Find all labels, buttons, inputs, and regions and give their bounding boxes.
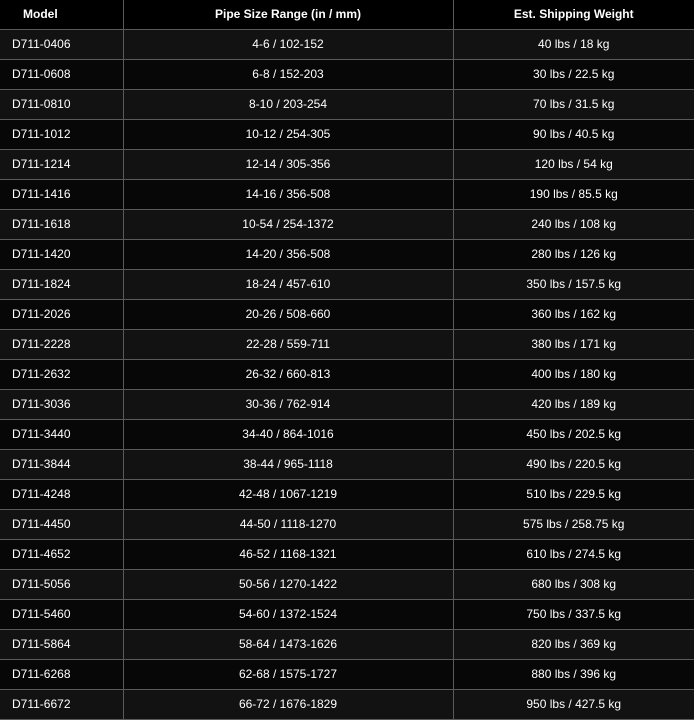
model-cell: D711-4652 — [0, 539, 123, 569]
shipping-weight-cell: 400 lbs / 180 kg — [453, 359, 694, 389]
table-row — [0, 269, 694, 299]
pipe-size-range-cell: 30-36 / 762-914 — [123, 389, 453, 419]
shipping-weight-cell: 280 lbs / 126 kg — [453, 239, 694, 269]
pipe-size-range-cell: 62-68 / 1575-1727 — [123, 659, 453, 689]
table-row — [0, 449, 694, 479]
pipe-size-range-cell: 26-32 / 660-813 — [123, 359, 453, 389]
model-cell: D711-3440 — [0, 419, 123, 449]
model-cell: D711-5056 — [0, 569, 123, 599]
pipe-size-range-cell: 14-20 / 356-508 — [123, 239, 453, 269]
pipe-size-range-cell: 42-48 / 1067-1219 — [123, 479, 453, 509]
shipping-weight-cell: 40 lbs / 18 kg — [453, 29, 694, 59]
model-cell: D711-4248 — [0, 479, 123, 509]
table-row — [0, 419, 694, 449]
shipping-weight-cell: 30 lbs / 22.5 kg — [453, 59, 694, 89]
table-row — [0, 569, 694, 599]
table-row — [0, 89, 694, 119]
model-cell: D711-2228 — [0, 329, 123, 359]
shipping-weight-cell: 450 lbs / 202.5 kg — [453, 419, 694, 449]
shipping-weight-cell: 575 lbs / 258.75 kg — [453, 509, 694, 539]
shipping-weight-cell: 490 lbs / 220.5 kg — [453, 449, 694, 479]
table-row — [0, 209, 694, 239]
shipping-weight-cell: 820 lbs / 369 kg — [453, 629, 694, 659]
model-cell: D711-3844 — [0, 449, 123, 479]
pipe-size-range-cell: 58-64 / 1473-1626 — [123, 629, 453, 659]
model-cell: D711-5864 — [0, 629, 123, 659]
table-row — [0, 329, 694, 359]
table-row — [0, 509, 694, 539]
model-cell: D711-1214 — [0, 149, 123, 179]
shipping-weight-cell: 360 lbs / 162 kg — [453, 299, 694, 329]
pipe-size-range-cell: 4-6 / 102-152 — [123, 29, 453, 59]
pipe-size-range-cell: 12-14 / 305-356 — [123, 149, 453, 179]
table-row — [0, 479, 694, 509]
shipping-weight-cell: 190 lbs / 85.5 kg — [453, 179, 694, 209]
column-header-model: Model — [0, 0, 123, 29]
pipe-size-range-cell: 20-26 / 508-660 — [123, 299, 453, 329]
pipe-size-range-cell: 8-10 / 203-254 — [123, 89, 453, 119]
model-cell: D711-3036 — [0, 389, 123, 419]
pipe-size-range-cell: 14-16 / 356-508 — [123, 179, 453, 209]
pipe-size-range-cell: 34-40 / 864-1016 — [123, 419, 453, 449]
table-header — [0, 0, 694, 29]
model-cell: D711-6672 — [0, 689, 123, 719]
table-row — [0, 239, 694, 269]
table-row — [0, 29, 694, 59]
model-cell: D711-0810 — [0, 89, 123, 119]
shipping-weight-cell: 90 lbs / 40.5 kg — [453, 119, 694, 149]
model-cell: D711-4450 — [0, 509, 123, 539]
shipping-weight-cell: 420 lbs / 189 kg — [453, 389, 694, 419]
shipping-weight-cell: 510 lbs / 229.5 kg — [453, 479, 694, 509]
model-cell: D711-1012 — [0, 119, 123, 149]
column-header-pipe-size-range: Pipe Size Range (in / mm) — [123, 0, 453, 29]
model-cell: D711-2026 — [0, 299, 123, 329]
pipe-size-range-cell: 10-12 / 254-305 — [123, 119, 453, 149]
shipping-weight-cell: 240 lbs / 108 kg — [453, 209, 694, 239]
table-row — [0, 659, 694, 689]
table-row — [0, 119, 694, 149]
table-row — [0, 179, 694, 209]
table-row — [0, 359, 694, 389]
table-row — [0, 629, 694, 659]
shipping-weight-cell: 70 lbs / 31.5 kg — [453, 89, 694, 119]
table-row — [0, 389, 694, 419]
table-body — [0, 29, 694, 719]
shipping-weight-cell: 120 lbs / 54 kg — [453, 149, 694, 179]
table-row — [0, 539, 694, 569]
table-row — [0, 59, 694, 89]
model-cell: D711-5460 — [0, 599, 123, 629]
shipping-weight-cell: 610 lbs / 274.5 kg — [453, 539, 694, 569]
pipe-size-range-cell: 10-54 / 254-1372 — [123, 209, 453, 239]
shipping-weight-cell: 750 lbs / 337.5 kg — [453, 599, 694, 629]
model-cell: D711-2632 — [0, 359, 123, 389]
shipping-weight-cell: 880 lbs / 396 kg — [453, 659, 694, 689]
pipe-size-range-cell: 50-56 / 1270-1422 — [123, 569, 453, 599]
pipe-size-range-cell: 54-60 / 1372-1524 — [123, 599, 453, 629]
model-cell: D711-1618 — [0, 209, 123, 239]
column-header-shipping-weight: Est. Shipping Weight — [453, 0, 694, 29]
model-cell: D711-0608 — [0, 59, 123, 89]
pipe-size-range-cell: 18-24 / 457-610 — [123, 269, 453, 299]
model-cell: D711-1416 — [0, 179, 123, 209]
table-row — [0, 149, 694, 179]
model-cell: D711-6268 — [0, 659, 123, 689]
table-row — [0, 599, 694, 629]
model-cell: D711-1824 — [0, 269, 123, 299]
shipping-weight-cell: 350 lbs / 157.5 kg — [453, 269, 694, 299]
pipe-size-range-cell: 6-8 / 152-203 — [123, 59, 453, 89]
pipe-size-range-cell: 66-72 / 1676-1829 — [123, 689, 453, 719]
shipping-weight-cell: 680 lbs / 308 kg — [453, 569, 694, 599]
table-row — [0, 689, 694, 719]
header-row — [0, 0, 694, 29]
pipe-size-range-cell: 46-52 / 1168-1321 — [123, 539, 453, 569]
model-cell: D711-0406 — [0, 29, 123, 59]
pipe-size-range-cell: 22-28 / 559-711 — [123, 329, 453, 359]
pipe-size-range-cell: 38-44 / 965-1118 — [123, 449, 453, 479]
table-row — [0, 299, 694, 329]
pipe-size-range-cell: 44-50 / 1118-1270 — [123, 509, 453, 539]
model-cell: D711-1420 — [0, 239, 123, 269]
shipping-weight-cell: 950 lbs / 427.5 kg — [453, 689, 694, 719]
shipping-weight-cell: 380 lbs / 171 kg — [453, 329, 694, 359]
